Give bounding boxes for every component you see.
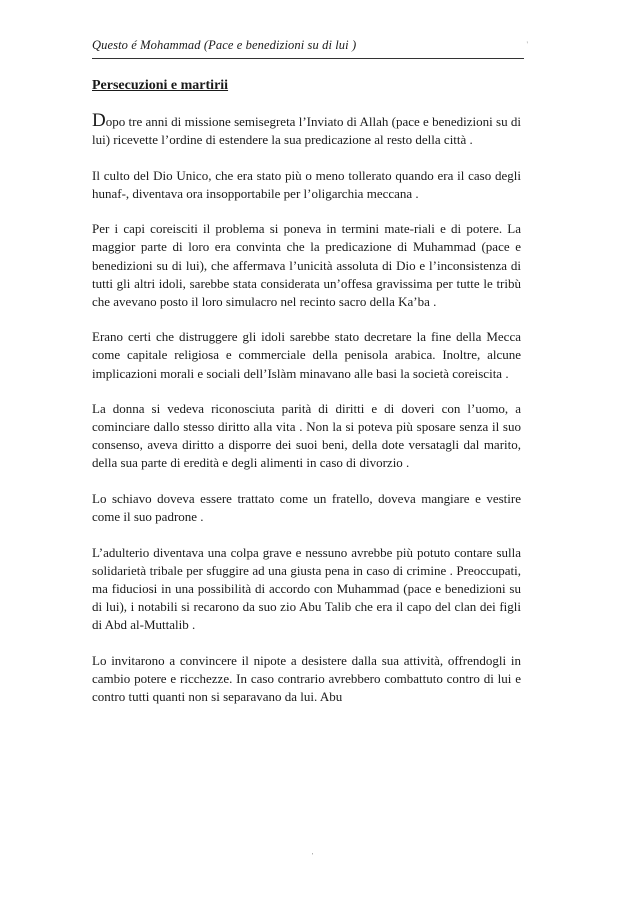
paragraph-text: opo tre anni di missione semisegreta l’Inviato di Allah (pace e benedizioni su di lui) ricevette l’ordine di estendere la sua predicazione al resto della città . (92, 114, 521, 148)
page-header (92, 38, 528, 59)
paragraph: Lo invitarono a convincere il nipote a desistere dalla sua attività, offrendogli in cambio potere e ricchezze. In caso contrario avrebbero combattuto contro di lui e contro tutti quanti non si separavano da lui. Abu (92, 652, 521, 704)
drop-cap: D (92, 110, 106, 131)
paragraph: Per i capi coreisciti il problema si poneva in termini mate-riali e di potere. La maggior parte di loro era convinta che la predicazione di Muhammad (pace e benedizioni su di lui), che affermava l’unicità assoluta di Dio e l’inconsistenza di tutti gli altri idoli, sarebbe stata considerata un’offesa gravissima per tutte le tribù che avevano posto il loro simulacro nel recinto sacro della Ka’ba . (92, 221, 521, 309)
header-title: Questo é Mohammad (Pace e benedizioni su di lui ) (92, 38, 357, 52)
paragraph: La donna si vedeva riconosciuta parità di diritti e di doveri con l’uomo, a cominciare dallo stesso diritto alla vita . Non la si poteva più sposare senza il suo consenso, aveva diritto a disporre dei suoi beni, della dote versatagli dal marito, della sua parte di eredità e degli alimenti in caso di divorzio . (92, 401, 521, 471)
paragraph: Erano certi che distruggere gli idoli sarebbe stato decretare la fine della Mecca come capitale religiosa e commerciale della penisola arabica. Inoltre, alcune implicazioni morali e sociali dell’Islàm minavano alle basi la società coreiscita . (92, 329, 521, 381)
section-title: Persecuzioni e martirii (92, 78, 229, 93)
document-body (92, 78, 521, 723)
paragraph: Lo schiavo doveva essere trattato come un fratello, doveva mangiare e vestire come il suo padrone . (92, 491, 521, 525)
page-number: ' (312, 852, 314, 860)
paragraph: Il culto del Dio Unico, che era stato più o meno tollerato quando era il caso degli hunaf-, diventava ora insopportabile per l’oligarchia meccana . (92, 167, 521, 201)
paragraph: L’adulterio diventava una colpa grave e nessuno avrebbe più potuto contare sulla solidarietà tribale per sfuggire ad una giusta pena in caso di crimine . Preoccupati, ma fiduciosi in una possibilità di accordo con Muhammad (pace e benedizioni su di lui), i notabili si recarono da suo zio Abu Talib che era il capo del clan dei figli di Abd al-Muttalib . (92, 544, 521, 633)
header-mark: ' (526, 40, 528, 49)
paragraph (92, 112, 521, 149)
